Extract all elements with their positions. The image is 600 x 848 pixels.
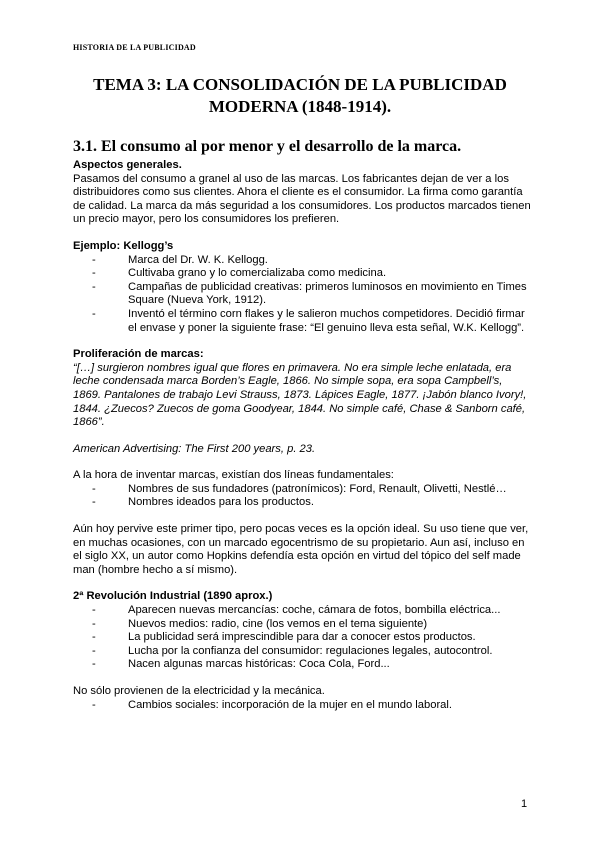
- quote-source: American Advertising: The First 200 years, p. 23.: [73, 442, 316, 455]
- list-item: - Nombres de sus fundadores (patronímicos): Ford, Renault, Olivetti, Nestlé…: [73, 483, 533, 497]
- aspectos-paragraph: Pasamos del consumo a granel al uso de las marcas. Los fabricantes dejan de ver a los distribuidores como sus clientes. Ahora el cliente es el consumidor. La firma como garantía de calidad. La marca da más seguridad a los consumidores. Los productos marcados tienen un precio mayor, pero los consumidores los prefieren.: [73, 172, 531, 226]
- aspectos-heading: Aspectos generales.: [73, 159, 182, 171]
- list-item: - Lucha por la confianza del consumidor: regulaciones legales, autocontrol.: [73, 645, 533, 659]
- kellogg-heading: Ejemplo: Kellogg’s: [73, 239, 174, 252]
- page-number: 1: [521, 798, 528, 810]
- list-item: - Marca del Dr. W. K. Kellogg.: [73, 254, 533, 268]
- lineas-list: [73, 483, 533, 510]
- list-item: - Aparecen nuevas mercancías: coche, cámara de fotos, bombilla eléctrica...: [73, 604, 533, 618]
- list-item: - Nombres ideados para los productos.: [73, 496, 533, 510]
- list-item: - Cambios sociales: incorporación de la mujer en el mundo laboral.: [73, 699, 533, 713]
- document-title: TEMA 3: LA CONSOLIDACIÓN DE LA PUBLICIDAD MODERNA (1848-1914).: [93, 75, 507, 116]
- final-list: [73, 699, 533, 713]
- pervive-paragraph: Aún hoy pervive este primer tipo, pero pocas veces es la opción ideal. Su uso tiene que ver, en muchas ocasiones, con un marcado egocentrismo de su propietario. Aun así, incluso en el siglo XX, un autor como Hopkins defendía esta opción en virtud del tópico del self made man (hombre hecho a sí mismo).: [73, 523, 529, 576]
- revolucion-list: [73, 604, 533, 672]
- document-body: [73, 159, 533, 712]
- list-item: - Nuevos medios: radio, cine (los vemos en el tema siguiente): [73, 618, 533, 632]
- list-item: - La publicidad será imprescindible para dar a conocer estos productos.: [73, 631, 533, 645]
- proliferacion-heading: Proliferación de marcas:: [73, 348, 204, 361]
- lineas-intro: A la hora de inventar marcas, existían dos líneas fundamentales:: [73, 469, 394, 482]
- list-item: - Inventó el término corn flakes y le salieron muchos competidores. Decidió firmar el envase y poner la siguiente frase: “El genuino lleva esta señal, W.K. Kellogg”.: [73, 308, 533, 335]
- list-item: - Cultivaba grano y lo comercializaba como medicina.: [73, 267, 533, 281]
- revolucion-heading: 2ª Revolución Industrial (1890 aprox.): [73, 590, 273, 603]
- section-title: 3.1. El consumo al por menor y el desarrollo de la marca.: [73, 138, 462, 155]
- list-item: - Campañas de publicidad creativas: primeros luminosos en movimiento en Times Square (Nueva York, 1912).: [73, 281, 533, 308]
- kellogg-list: [73, 254, 533, 336]
- brands-quote: “[…] surgieron nombres igual que flores en primavera. No era simple leche enlatada, era leche condensada marca Borden’s Eagle, 1866. No simple sopa, era sopa Campbell’s, 1869. Pantalones de trabajo Levi Strauss, 1873. Lápices Eagle, 1877. ¡Jabón blanco Ivory!, 1844. ¿Zuecos? Zuecos de goma Goodyear, 1844. No simple café, Chase & Sanborn café, 1866”.: [73, 361, 527, 429]
- final-paragraph: No sólo provienen de la electricidad y la mecánica.: [73, 685, 325, 697]
- list-item: - Nacen algunas marcas históricas: Coca Cola, Ford...: [73, 658, 533, 672]
- running-header: HISTORIA DE LA PUBLICIDAD: [73, 43, 196, 52]
